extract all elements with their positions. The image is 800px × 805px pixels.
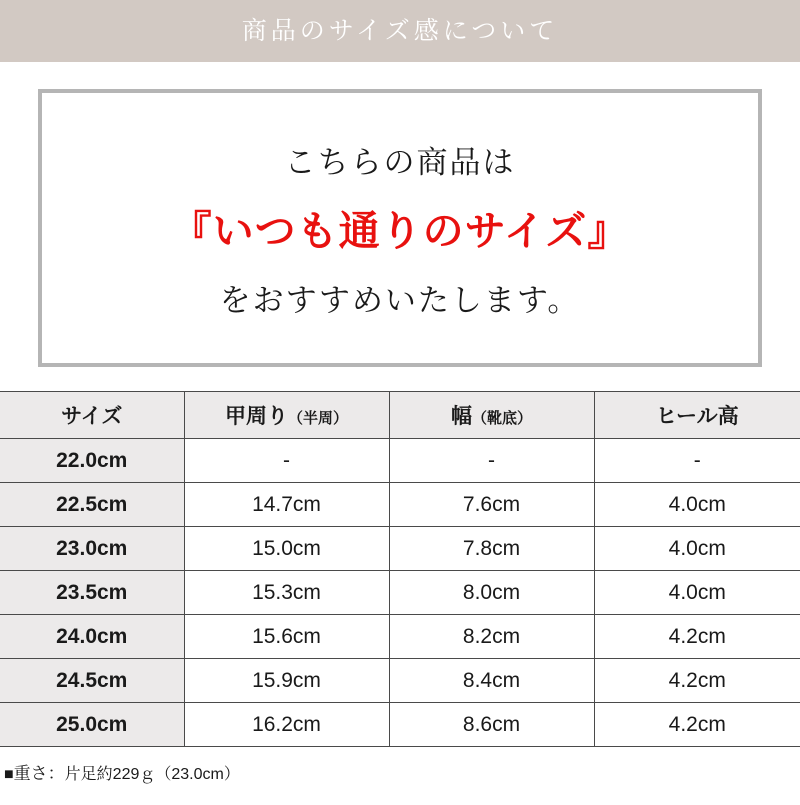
table-row — [0, 571, 800, 615]
footnote-label: 重さ： — [13, 764, 65, 783]
table-row — [0, 439, 800, 483]
table-row — [0, 527, 800, 571]
cell-instep: 15.6cm — [184, 615, 389, 659]
table-row — [0, 615, 800, 659]
cell-heel: 4.2cm — [594, 659, 800, 703]
size-table-body — [0, 439, 800, 747]
cell-instep: 16.2cm — [184, 703, 389, 747]
bullet-square-icon: ■ — [4, 766, 14, 783]
cell-instep: 15.0cm — [184, 527, 389, 571]
size-table — [0, 391, 800, 747]
cell-heel: 4.2cm — [594, 615, 800, 659]
cell-heel: 4.0cm — [594, 527, 800, 571]
recommendation-callout — [38, 89, 762, 367]
cell-size: 24.0cm — [0, 615, 184, 659]
cell-instep: 15.9cm — [184, 659, 389, 703]
cell-instep: - — [184, 439, 389, 483]
cell-width: 8.4cm — [389, 659, 594, 703]
cell-size: 24.5cm — [0, 659, 184, 703]
cell-heel: - — [594, 439, 800, 483]
weight-footnote — [0, 759, 800, 784]
column-header-size — [0, 392, 184, 439]
column-header-width-main: 幅 — [450, 405, 472, 428]
cell-heel: 4.2cm — [594, 703, 800, 747]
size-table-header — [0, 392, 800, 439]
cell-size: 23.0cm — [0, 527, 184, 571]
cell-width: 8.6cm — [389, 703, 594, 747]
cell-size: 23.5cm — [0, 571, 184, 615]
footnote-value: 片足約229ｇ（23.0cm） — [64, 766, 240, 783]
callout-emphasis-text: 『いつも通りのサイズ』 — [170, 207, 630, 254]
cell-width: 8.2cm — [389, 615, 594, 659]
cell-instep: 14.7cm — [184, 483, 389, 527]
column-header-instep-main: 甲周り — [224, 405, 288, 428]
table-row — [0, 483, 800, 527]
cell-instep: 15.3cm — [184, 571, 389, 615]
callout-line-1: こちらの商品は — [284, 144, 516, 180]
callout-line-3: をおすすめいたします。 — [219, 282, 581, 318]
header-bar — [0, 0, 800, 62]
size-table-section — [0, 391, 800, 747]
cell-width: 7.8cm — [389, 527, 594, 571]
column-header-instep — [184, 392, 389, 439]
cell-size: 22.0cm — [0, 439, 184, 483]
cell-heel: 4.0cm — [594, 571, 800, 615]
column-header-width-sub: （靴底） — [471, 410, 532, 427]
cell-size: 25.0cm — [0, 703, 184, 747]
column-header-width — [389, 392, 594, 439]
column-header-heel-main: ヒール高 — [655, 405, 739, 428]
column-header-instep-sub: （半周） — [287, 410, 348, 427]
table-row — [0, 659, 800, 703]
column-header-heel — [594, 392, 800, 439]
cell-size: 22.5cm — [0, 483, 184, 527]
callout-section — [0, 62, 800, 367]
cell-width: 7.6cm — [389, 483, 594, 527]
column-header-size-main: サイズ — [61, 405, 123, 428]
cell-width: - — [389, 439, 594, 483]
cell-width: 8.0cm — [389, 571, 594, 615]
table-header-row — [0, 392, 800, 439]
cell-heel: 4.0cm — [594, 483, 800, 527]
page-title: 商品のサイズ感について — [241, 16, 559, 45]
table-row — [0, 703, 800, 747]
